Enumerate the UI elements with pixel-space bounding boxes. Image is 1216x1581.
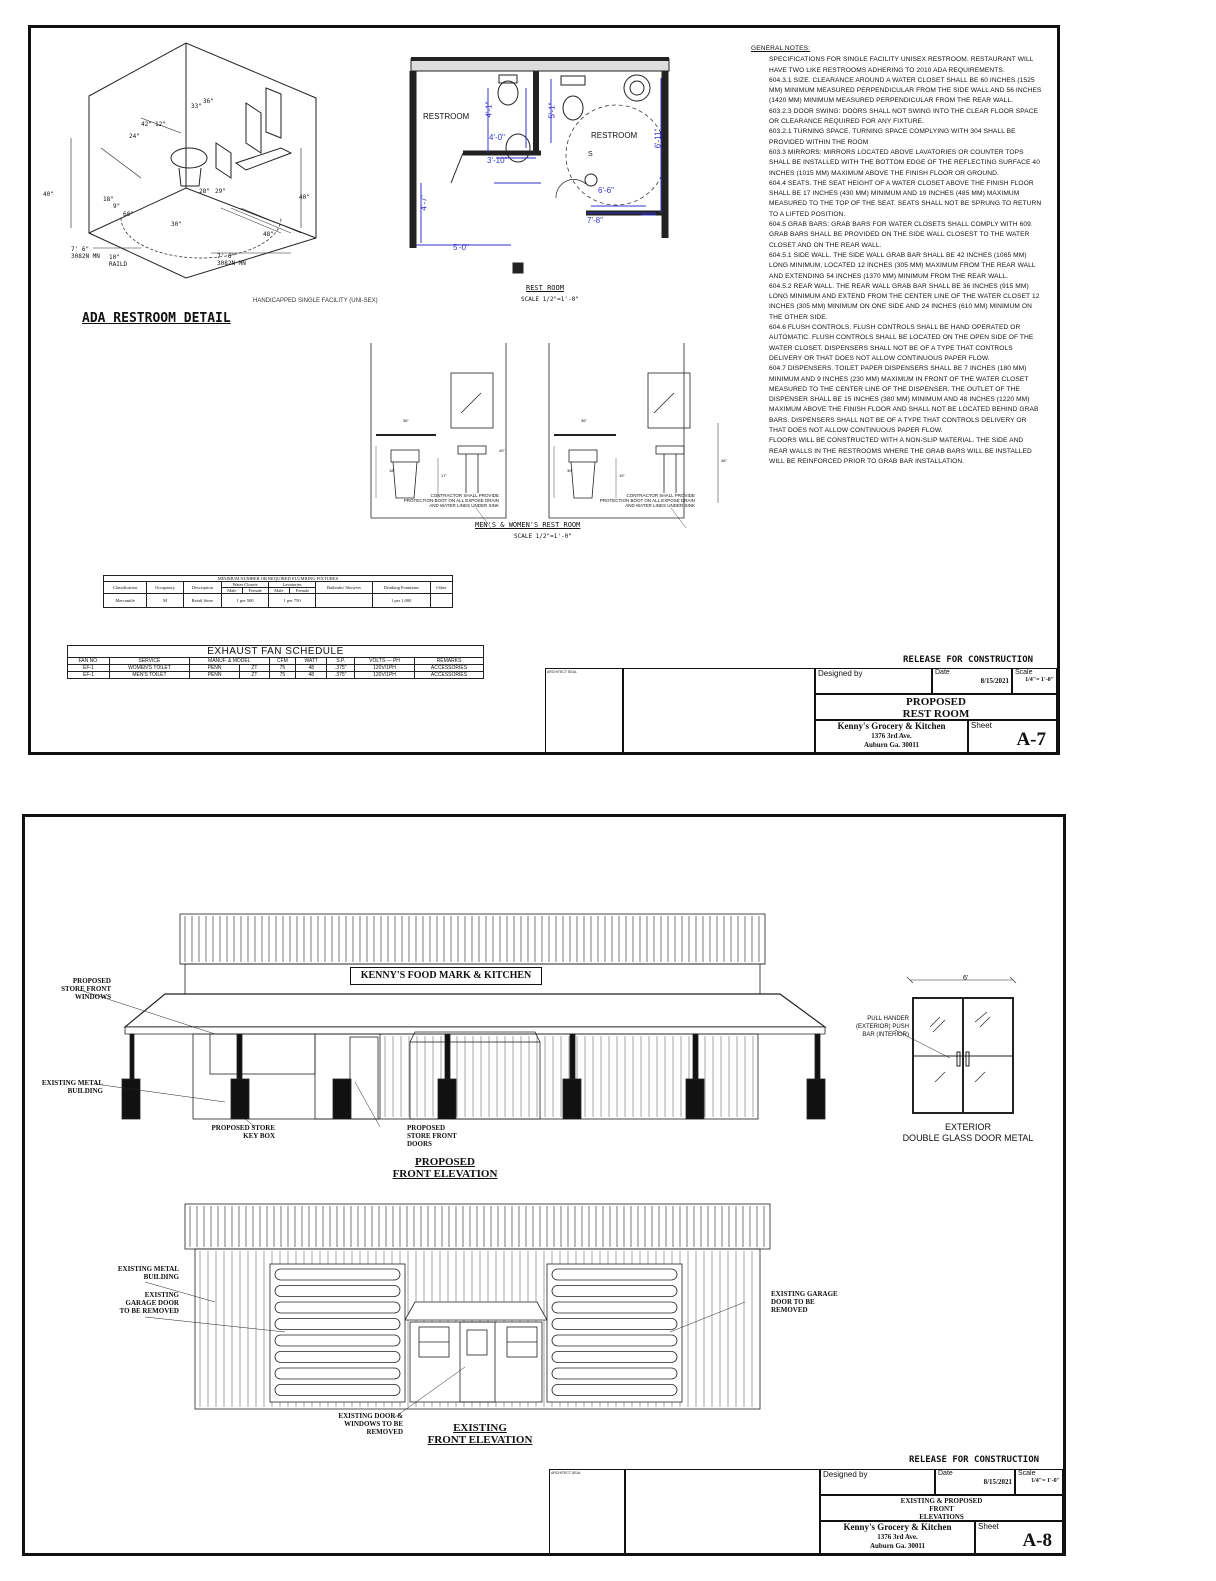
- plumbing-header: Lavatories: [269, 582, 316, 588]
- architect-seal-box: [549, 1469, 625, 1555]
- restroom-floor-plan: [401, 53, 701, 263]
- ada-dim-9: 9": [113, 203, 121, 210]
- plumbing-cell: Mercantile: [104, 594, 147, 608]
- ada-dim-60: 60": [123, 211, 134, 218]
- client-box: [820, 1521, 975, 1555]
- drawing-title-line: REST ROOM: [902, 708, 970, 720]
- sheet-label: Sheet: [978, 1522, 999, 1531]
- client-city: Auburn Ga. 30011: [869, 1542, 926, 1550]
- exhaust-cell: .375": [327, 665, 355, 672]
- exhaust-cell: ZT: [240, 665, 269, 672]
- date-value: 8/15/2021: [980, 677, 1009, 685]
- sheet-box: [975, 1521, 1063, 1555]
- sheet-a8: [22, 814, 1066, 1556]
- scale-value: 1/4"= 1'-0": [1031, 1478, 1060, 1484]
- note-item: SPECIFICATIONS FOR SINGLE FACILITY UNISEX RESTROOM. RESTAURANT WILL HAVE TWO LIKE RESTROOMS ADHERING TO 2010 ADA REQUIREMENTS.: [769, 56, 1034, 74]
- plumbing-cell: 1 per 1,000: [372, 594, 430, 608]
- existing-front-elevation: [175, 1202, 795, 1417]
- ada-dim-40-left: 40": [43, 191, 54, 198]
- ada-dim-left: 7' 6" 3082N MN: [71, 246, 100, 260]
- plan-label-restroom-right: RESTROOM: [591, 131, 638, 140]
- exhaust-header: VOLTS — PH: [355, 658, 415, 665]
- seal-label: ARCHITECT SEAL: [547, 670, 577, 674]
- ada-dim-29: 29": [215, 188, 226, 195]
- note-item: 604.6 FLUSH CONTROLS. FLUSH CONTROLS SHALL BE HAND OPERATED OR AUTOMATIC. FLUSH CONTROLS SHALL BE LOCATED ON THE OPEN SIDE OF THE WATER CLOSET. DISPENSERS SHALL NOT BE OF A TYPE THAT CONTROLS DELIVERY OR THAT DOES NOT ALLOW CONTINUOUS PAPER FLOW.: [769, 324, 1034, 362]
- note-item: 604.3.1 SIZE. CLEARANCE AROUND A WATER CLOSET SHALL BE 60 INCHES (1525 MM) MINIMUM MEASURED PERPENDICULAR FROM THE SIDE WALL AND 56 INCHES (1420 MM) MINIMUM MEASURED PERPENDICULAR FROM THE REAR WALL.: [769, 76, 1042, 105]
- table-row: [68, 672, 484, 679]
- sheet-box: [968, 720, 1057, 754]
- sheet-number: A-8: [1022, 1530, 1052, 1551]
- plumbing-cell: 1 per 750: [269, 594, 316, 608]
- exhaust-cell: ACCESSORIES: [414, 665, 483, 672]
- elev-dim-30: 30": [567, 468, 573, 473]
- exhaust-cell: ACCESSORIES: [414, 672, 483, 679]
- plumbing-cell: M: [147, 594, 184, 608]
- exhaust-cell: PENN: [189, 672, 239, 679]
- exhaust-cell: 75: [269, 665, 296, 672]
- sheet-label: Sheet: [971, 721, 992, 730]
- note-item: 604.5.2 REAR WALL. THE REAR WALL GRAB BAR SHALL BE 36 INCHES (915 MM) LONG MINIMUM AND EXTEND FROM THE CENTER LINE OF THE WATER CLOSET 12 INCHES (305 MM) MINIMUM ON ONE SIDE AND 24 INCHES (610 MM) MINIMUM ON THE OTHER SIDE.: [769, 282, 1040, 321]
- restroom-elevations: [366, 338, 741, 538]
- elev-dim-40: 40": [499, 448, 505, 453]
- drawing-title-line: PROPOSED: [906, 696, 966, 708]
- notes-heading: GENERAL NOTES:: [751, 45, 811, 52]
- ada-dim-12: 12": [155, 121, 166, 128]
- date-label: Date: [938, 1470, 953, 1477]
- plumbing-subheader: Male: [269, 588, 290, 594]
- note-item: 603.3 MIRRORS: MIRRORS LOCATED ABOVE LAVATORIES OR COUNTER TOPS SHALL BE INSTALLED WITH THE BOTTOM EDGE OF THE REFLECTING SURFACE 40 INCHES (1015 MM) MAXIMUM ABOVE THE FINISH FLOOR OR GROUND.: [769, 148, 1040, 177]
- elev-dim-36-left: 36": [403, 418, 409, 423]
- plumbing-cell: Retail Store: [183, 594, 221, 608]
- existing-elevation-title: [420, 1422, 540, 1446]
- drawing-title-box: [820, 1495, 1063, 1521]
- plumbing-header: Bathtubs/ Showers: [316, 582, 372, 594]
- ada-caption: HANDICAPPED SINGLE FACILITY (UNI-SEX): [253, 298, 378, 304]
- date-value: 8/15/2021: [983, 1478, 1012, 1486]
- exhaust-header: REMARKS: [414, 658, 483, 665]
- scale-box: [1015, 1469, 1063, 1495]
- exhaust-cell: EF-1: [68, 665, 110, 672]
- door-dim-6ft: 6': [963, 975, 969, 982]
- client-box: [815, 720, 968, 754]
- ada-dim-center: 10" RAILD: [109, 254, 128, 268]
- exhaust-header: FAN NO.: [68, 658, 110, 665]
- proposed-elevation-title: [385, 1156, 505, 1180]
- blank-box: [623, 668, 815, 754]
- plumbing-title: MINIMUM NUMBER OR REQUIRED PLUMBING FIXTURES: [104, 576, 453, 582]
- door-title-line: DOUBLE GLASS DOOR METAL: [902, 1133, 1034, 1143]
- sheet-number: A-7: [1016, 729, 1046, 750]
- drawing-title-line: FRONT: [929, 1505, 954, 1513]
- existing-title-line: EXISTING: [453, 1422, 507, 1434]
- note-item: FLOORS WILL BE CONSTRUCTED WITH A NON-SLIP MATERIAL. THE SIDE AND REAR WALLS IN THE RESTROOMS WHERE THE GRAB BARS WILL BE INSTALLED WILL BE REINFORCED PRIOR TO GRAB BAR INSTALLATION.: [769, 437, 1032, 465]
- plan-dim-3-10: 3'-10": [487, 156, 508, 165]
- door-title: [893, 1122, 1043, 1144]
- label-existing-metal-building: EXISTING METAL BUILDING: [41, 1079, 103, 1095]
- plumbing-header: Drinking Fountains: [372, 582, 430, 594]
- existing-title-line: FRONT ELEVATION: [427, 1434, 533, 1446]
- exhaust-header: CFM: [269, 658, 296, 665]
- ada-dim-28: 28": [199, 188, 210, 195]
- proposed-front-elevation: [115, 912, 835, 1142]
- elev-dim-19: 19": [619, 473, 625, 478]
- plumbing-header: Occupancy: [147, 582, 184, 594]
- designed-by-label: Designed by: [818, 669, 863, 678]
- client-address: 1376 3rd Ave.: [871, 732, 912, 740]
- store-sign: KENNY'S FOOD MARK & KITCHEN: [350, 967, 542, 985]
- exhaust-cell: MEN'S TOILET: [109, 672, 189, 679]
- exhaust-header: S.P.: [327, 658, 355, 665]
- ada-dim-right: 7' 6" 3082N MN: [217, 253, 246, 267]
- plan-label-restroom-left: RESTROOM: [423, 112, 470, 121]
- plumbing-subheader: Female: [289, 588, 315, 594]
- label-store-key-box: PROPOSED STORE KEY BOX: [211, 1124, 275, 1140]
- note-item: 604.5 GRAB BARS: GRAB BARS FOR WATER CLOSETS SHALL COMPLY WITH 609. GRAB BARS SHALL BE PROVIDED ON THE SIDE WALL CLOSEST TO THE WATER CLOSET AND ON THE REAR WALL.: [769, 221, 1033, 249]
- plan-dim-6-11: 6'-11": [653, 128, 663, 149]
- designed-by-box: [815, 668, 932, 694]
- plumbing-fixtures-table: [103, 575, 453, 608]
- proposed-title-line: PROPOSED: [415, 1156, 475, 1168]
- exhaust-cell: .375": [327, 672, 355, 679]
- date-label: Date: [935, 669, 950, 676]
- client-address: 1376 3rd Ave.: [877, 1533, 918, 1541]
- elev-scale: SCALE 1/2"=1'-0": [514, 533, 572, 540]
- release-label: RELEASE FOR CONSTRUCTION: [903, 655, 1034, 665]
- exhaust-cell: ZT: [240, 672, 269, 679]
- scale-label: Scale: [1018, 1470, 1036, 1477]
- date-box: [932, 668, 1012, 694]
- exhaust-cell: WOMEN'S TOILET: [109, 665, 189, 672]
- ada-title: ADA RESTROOM DETAIL: [82, 311, 231, 326]
- ada-dim-48: 48": [263, 231, 274, 238]
- ada-dim-24: 24": [129, 133, 140, 140]
- architect-seal-box: [545, 668, 623, 754]
- date-box: [935, 1469, 1015, 1495]
- door-title-line: EXTERIOR: [944, 1122, 991, 1132]
- exhaust-cell: 120V/1PH: [355, 665, 415, 672]
- designed-by-label: Designed by: [823, 1470, 868, 1479]
- ada-dim-42: 42": [141, 121, 152, 128]
- exhaust-cell: 48: [296, 672, 327, 679]
- plumbing-header: Description: [183, 582, 221, 594]
- exhaust-header: SERVICE: [109, 658, 189, 665]
- label-existing-metal-building-2: EXISTING METAL BUILDING: [117, 1265, 179, 1281]
- plan-dim-5-0: 5'-0": [453, 243, 469, 252]
- exhaust-cell: PENN: [189, 665, 239, 672]
- plumbing-header: Water Closets: [221, 582, 268, 588]
- exhaust-cell: 75: [269, 672, 296, 679]
- scale-value: 1/4"= 1'-0": [1025, 677, 1054, 683]
- ada-dim-33: 33": [191, 103, 202, 110]
- note-item: 604.5.1 SIDE WALL. THE SIDE WALL GRAB BAR SHALL BE 42 INCHES (1065 MM) LONG MINIMUM, LOCATED 12 INCHES (305 MM) MAXIMUM FROM THE REAR WALL AND EXTENDING 54 INCHES (1370 MM) MINIMUM FROM THE REAR WALL.: [769, 251, 1036, 280]
- general-notes: [751, 44, 1043, 467]
- note-item: 603.2.3 DOOR SWING: DOORS SHALL NOT SWING INTO THE CLEAR FLOOR SPACE OR CLEARANCE REQUIRED FOR ANY FIXTURE.: [769, 107, 1039, 126]
- table-row: [68, 665, 484, 672]
- ada-dim-18: 18": [103, 196, 114, 203]
- scale-label: Scale: [1015, 669, 1033, 676]
- blank-box: [625, 1469, 820, 1555]
- release-label: RELEASE FOR CONSTRUCTION: [909, 1455, 1040, 1465]
- client-name: Kenny's Grocery & Kitchen: [837, 721, 946, 731]
- label-store-front-doors: PROPOSED STORE FRONT DOORS: [407, 1124, 457, 1148]
- elev-note-left: CONTRACTOR SHALL PROVIDE PROTECTION BOOT ON ALL EXPOSE DRAIN AND WATER LINES UNDER SINK: [403, 493, 499, 508]
- ada-dim-30: 30": [171, 221, 182, 228]
- plumbing-subheader: Male: [221, 588, 242, 594]
- exhaust-cell: EF-1: [68, 672, 110, 679]
- label-garage-door-left: EXISTING GARAGE DOOR TO BE REMOVED: [119, 1291, 179, 1315]
- scale-box: [1012, 668, 1057, 694]
- plumbing-cell: [316, 594, 372, 608]
- note-item: 603.2.1 TURNING SPACE. TURNING SPACE COMPLYING WITH 304 SHALL BE PROVIDED WITHIN THE ROOM: [769, 128, 1016, 146]
- plan-dim-4-7: 4'-7": [419, 194, 429, 211]
- exhaust-header: MANUF. & MODEL: [189, 658, 269, 665]
- exhaust-cell: 48: [296, 665, 327, 672]
- drawing-title-line: ELEVATIONS: [919, 1513, 964, 1521]
- rest-room-title: REST ROOM: [526, 284, 564, 292]
- plan-label-sink-symbol: S: [588, 151, 593, 158]
- elev-note-right: CONTRACTOR SHALL PROVIDE PROTECTION BOOT ON ALL EXPOSE DRAIN AND WATER LINES UNDER SINK: [599, 493, 695, 508]
- elev-dim-17: 17": [441, 473, 447, 478]
- ada-dim-36: 36": [203, 98, 214, 105]
- plan-dim-4-1: 4'-1": [484, 101, 494, 118]
- label-pull-handle: PULL HANDER (EXTERIOR) PUSH BAR (INTERIOR): [855, 1016, 909, 1038]
- double-glass-door-detail: [905, 972, 1025, 1132]
- note-item: 604.7 DISPENSERS. TOILET PAPER DISPENSERS SHALL BE 7 INCHES (180 MM) MINIMUM AND 9 INCHES (230 MM) MAXIMUM IN FRONT OF THE WATER CLOSET MEASURED TO THE CENTER LINE OF THE DISPENSER. THE OUTLET OF THE DISPENSER SHALL BE 15 INCHES (380 MM) MINIMUM AND 48 INCHES (1220 MM) MAXIMUM ABOVE THE FINISH FLOOR AND SHALL NOT BE LOCATED BEHIND GRAB BARS. DISPENSERS SHALL NOT BE OF A TYPE THAT CONTROLS DELIVERY OR THAT DOES NOT ALLOW CONTINUOUS PAPER FLOW.: [769, 365, 1039, 434]
- plan-dim-7-8: 7'-8": [587, 216, 603, 225]
- elev-dim-18: 18": [389, 468, 395, 473]
- note-item: 604.4 SEATS. THE SEAT HEIGHT OF A WATER CLOSET ABOVE THE FINISH FLOOR SHALL BE 17 INCHES (430 MM) MINIMUM AND 19 INCHES (485 MM) MAXIMUM MEASURED TO THE TOP OF THE SEAT. SEATS SHALL NOT BE SPRUNG TO RETURN TO A LIFTED POSITION.: [769, 179, 1042, 218]
- exhaust-fan-schedule: [67, 645, 484, 679]
- sheet-a7: [28, 25, 1060, 755]
- ada-isometric-drawing: [31, 28, 391, 308]
- plumbing-header: Other: [430, 582, 452, 594]
- plumbing-subheader: Female: [242, 588, 268, 594]
- label-garage-door-right: EXISTING GARAGE DOOR TO BE REMOVED: [771, 1290, 838, 1314]
- elev-dim-36-right: 36": [581, 418, 587, 423]
- plumbing-header: Classification: [104, 582, 147, 594]
- plan-dim-4-0: 4'-0": [489, 133, 505, 142]
- ada-dim-40-right: 40": [299, 194, 310, 201]
- exhaust-header: WATT: [296, 658, 327, 665]
- drawing-title-box: [815, 694, 1057, 720]
- client-name: Kenny's Grocery & Kitchen: [843, 1522, 952, 1532]
- plan-dim-5-1: 5'-1": [547, 102, 557, 119]
- label-proposed-windows: PROPOSED STORE FRONT WINDOWS: [61, 977, 111, 1001]
- designed-by-box: [820, 1469, 935, 1495]
- exhaust-title: EXHAUST FAN SCHEDULE: [68, 646, 484, 658]
- plumbing-cell: [430, 594, 452, 608]
- proposed-title-line: FRONT ELEVATION: [392, 1168, 498, 1180]
- rest-room-scale: SCALE 1/2"=1'-0": [521, 296, 579, 303]
- seal-label: ARCHITECT SEAL: [551, 1471, 581, 1475]
- drawing-title-line: EXISTING & PROPOSED: [900, 1497, 983, 1505]
- client-city: Auburn Ga. 30011: [863, 741, 920, 749]
- elev-dim-48: 48": [721, 458, 727, 463]
- exhaust-cell: 120V/1PH: [355, 672, 415, 679]
- plumbing-cell: 1 per 500: [221, 594, 268, 608]
- elev-title: MEN'S & WOMEN'S REST ROOM: [475, 521, 581, 529]
- label-door-windows: EXISTING DOOR & WINDOWS TO BE REMOVED: [338, 1412, 403, 1436]
- plan-dim-6-6: 6'-6": [598, 186, 614, 195]
